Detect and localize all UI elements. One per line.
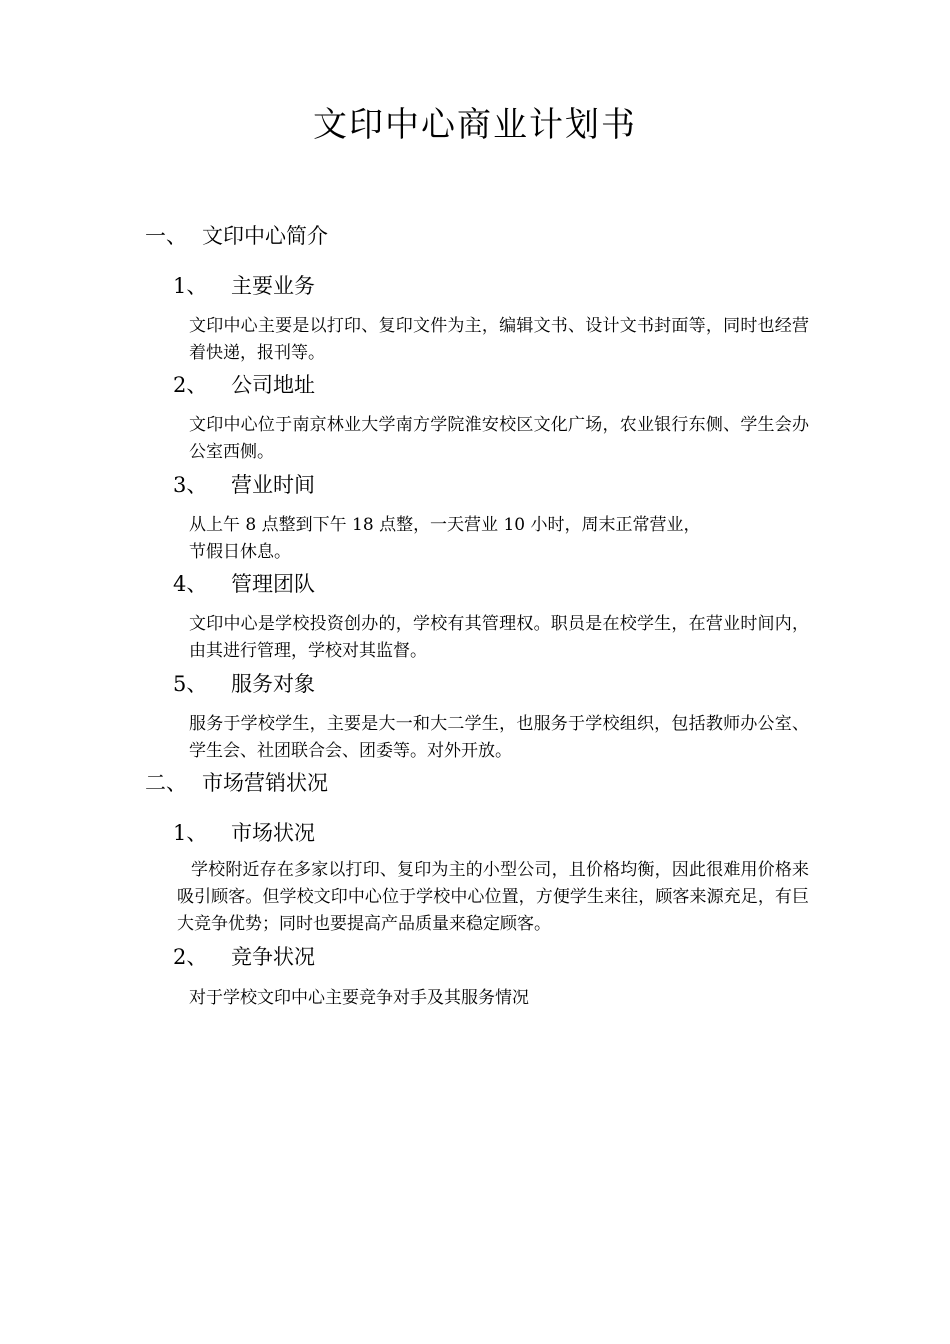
subsection-title: 公司地址 — [231, 373, 315, 397]
subsection-title: 营业时间 — [231, 473, 315, 497]
subsection-number: 2、 — [173, 373, 208, 397]
paragraph-hours — [189, 512, 809, 566]
paragraph-main-business: 文印中心主要是以打印、复印文件为主，编辑文书、设计文书封面等，同时也经营着快递，报刊等。 — [189, 316, 809, 363]
subsection-number: 1、 — [173, 821, 208, 845]
subsection-heading-address — [173, 371, 315, 399]
subsection-number: 1、 — [173, 274, 208, 298]
subsection-number: 5、 — [173, 672, 208, 696]
subsection-heading-customers — [173, 670, 315, 698]
paragraph-team: 文印中心是学校投资创办的，学校有其管理权。职员是在校学生，在营业时间内，由其进行管理，学校对其监督。 — [189, 614, 809, 661]
paragraph-line: 节假日休息。 — [189, 542, 291, 562]
subsection-title: 管理团队 — [231, 572, 315, 596]
section-title: 市场营销状况 — [202, 771, 328, 795]
paragraph-address: 文印中心位于南京林业大学南方学院淮安校区文化广场，农业银行东侧、学生会办公室西侧。 — [189, 415, 809, 462]
section-number: 二、 — [145, 771, 187, 795]
paragraph-line: 从上午 8 点整到下午 18 点整，一天营业 10 小时，周末正常营业， — [189, 515, 701, 535]
subsection-number: 2、 — [173, 945, 208, 969]
paragraph-customers: 服务于学校学生，主要是大一和大二学生，也服务于学校组织，包括教师办公室、学生会、社团联合会、团委等。对外开放。 — [189, 714, 809, 761]
subsection-title: 市场状况 — [231, 821, 315, 845]
subsection-heading-main-business — [173, 272, 315, 300]
subsection-heading-team — [173, 570, 315, 598]
subsection-number: 4、 — [173, 572, 208, 596]
section-number: 一、 — [145, 224, 187, 248]
subsection-heading-competition — [173, 943, 315, 971]
paragraph-market: 学校附近存在多家以打印、复印为主的小型公司，且价格均衡，因此很难用价格来吸引顾客。但学校文印中心位于学校中心位置，方便学生来往，顾客来源充足，有巨大竞争优势；同时也要提高产品质量来稳定顾客。 — [177, 860, 809, 934]
subsection-title: 竞争状况 — [231, 945, 315, 969]
document-title: 文印中心商业计划书 — [313, 105, 637, 145]
subsection-title: 服务对象 — [231, 672, 315, 696]
section-heading-marketing — [145, 769, 328, 797]
subsection-title: 主要业务 — [231, 274, 315, 298]
section-title: 文印中心简介 — [202, 224, 328, 248]
subsection-number: 3、 — [173, 473, 208, 497]
subsection-heading-hours — [173, 471, 315, 499]
section-heading-intro — [145, 222, 328, 250]
subsection-heading-market — [173, 819, 315, 847]
paragraph-competition: 对于学校文印中心主要竞争对手及其服务情况 — [189, 988, 529, 1008]
